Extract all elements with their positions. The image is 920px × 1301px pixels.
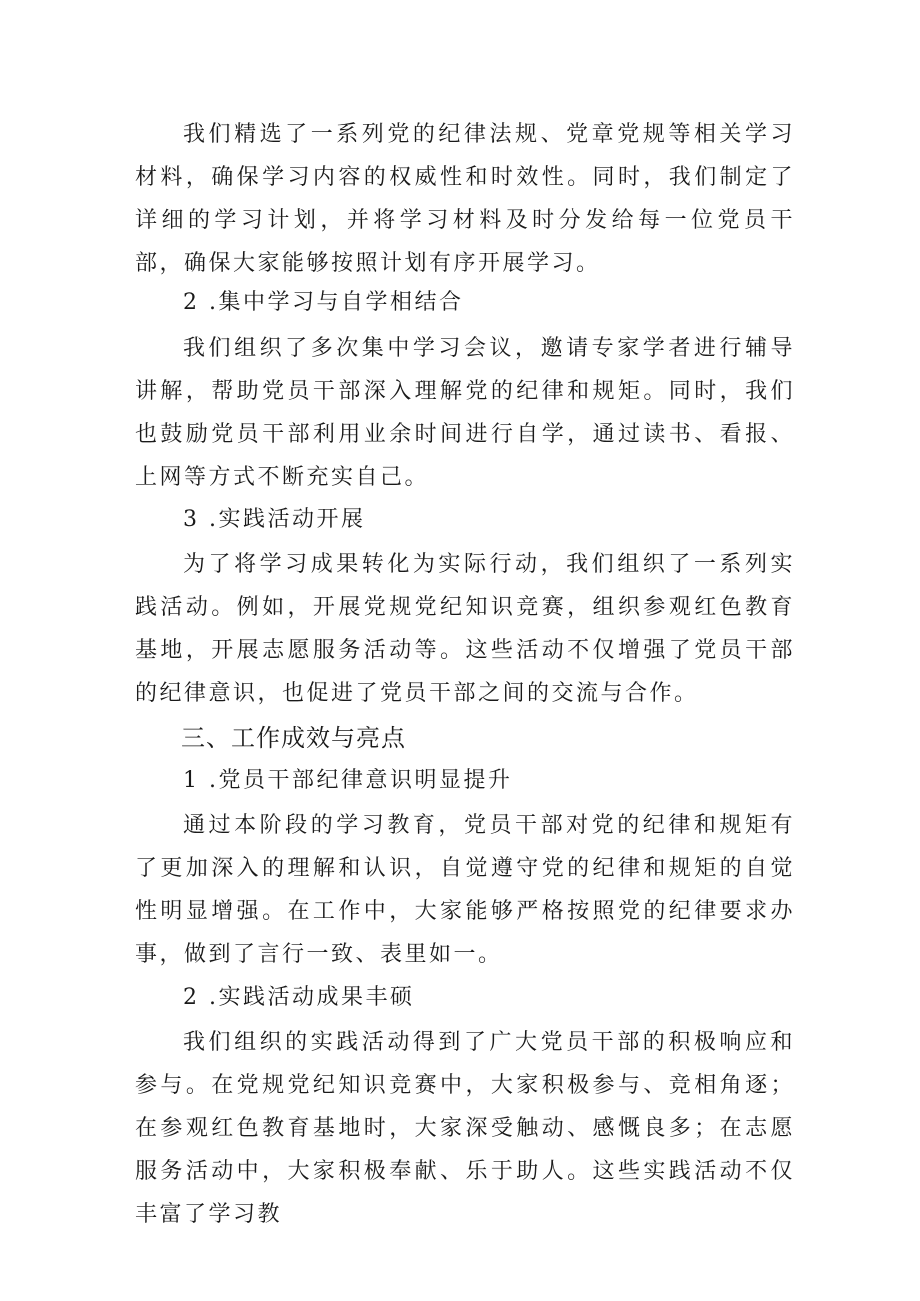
- subheading-discipline-awareness: 1 .党员干部纪律意识明显提升: [183, 768, 513, 793]
- subheading-practice-activities: 3 .实践活动开展: [183, 507, 366, 532]
- paragraph-practice-activities: 为了将学习成果转化为实际行动，我们组织了一系列实践活动。例如，开展党规党纪知识竞赛，组织参观红色教育基地，开展志愿服务活动等。这些活动不仅增强了党员干部的纪律意识，也促进了党员干部之间的交流与合作。: [135, 552, 795, 706]
- section-heading-results: 三、工作成效与亮点: [181, 724, 406, 752]
- paragraph-study-materials: 我们精选了一系列党的纪律法规、党章党规等相关学习材料，确保学习内容的权威性和时效性。同时，我们制定了详细的学习计划，并将学习材料及时分发给每一位党员干部，确保大家能够按照计划有序开展学习。: [135, 122, 795, 276]
- subheading-activity-results: 2 .实践活动成果丰硕: [183, 985, 415, 1010]
- paragraph-discipline-awareness: 通过本阶段的学习教育，党员干部对党的纪律和规矩有了更加深入的理解和认识，自觉遵守党的纪律和规矩的自觉性明显增强。在工作中，大家能够严格按照党的纪律要求办事，做到了言行一致、表里如一。: [135, 813, 795, 967]
- paragraph-centralized-study: 我们组织了多次集中学习会议，邀请专家学者进行辅导讲解，帮助党员干部深入理解党的纪律和规矩。同时，我们也鼓励党员干部利用业余时间进行自学，通过读书、看报、上网等方式不断充实自己。: [135, 336, 795, 490]
- subheading-centralized-and-self-study: 2 .集中学习与自学相结合: [183, 290, 464, 315]
- paragraph-activity-results: 我们组织的实践活动得到了广大党员干部的积极响应和参与。在党规党纪知识竞赛中，大家积极参与、竞相角逐；在参观红色教育基地时，大家深受触动、感慨良多；在志愿服务活动中，大家积极奉献、乐于助人。这些实践活动不仅丰富了学习教: [135, 1030, 795, 1227]
